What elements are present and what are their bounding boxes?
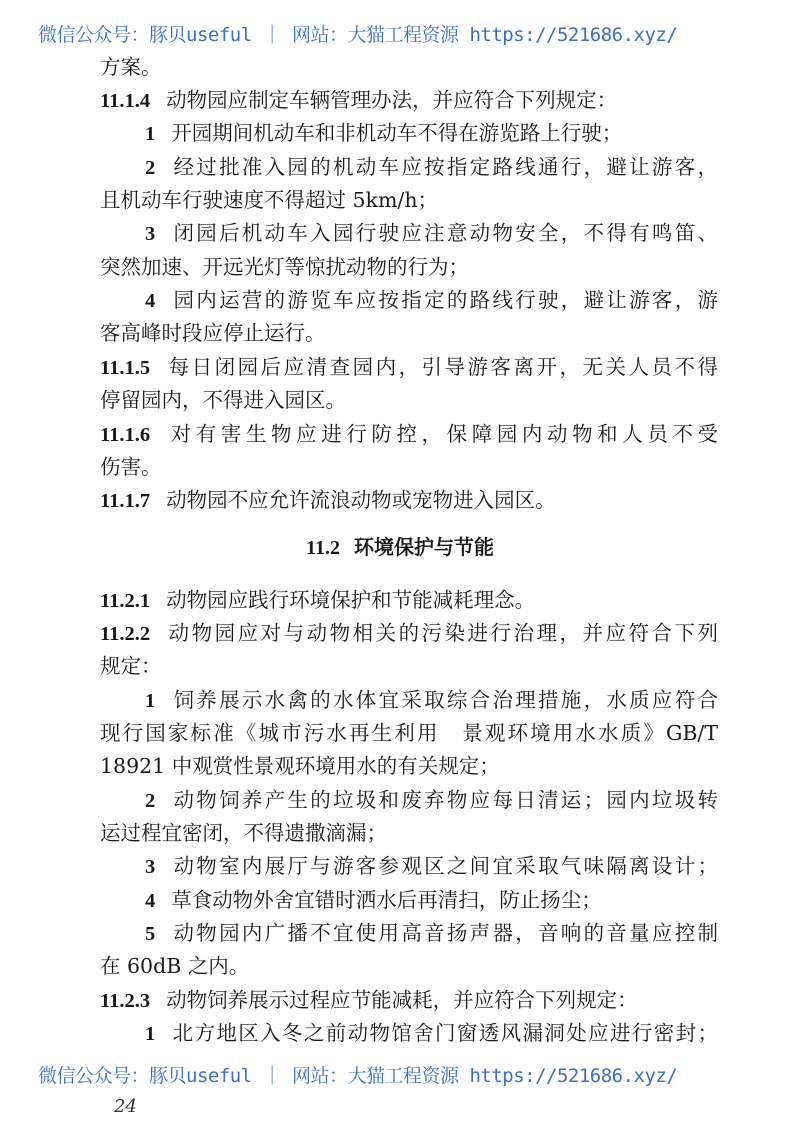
clause-text: 对有害生物应进行防控，保障园内动物和人员不受 <box>166 422 718 446</box>
clause-text: 园内运营的游览车应按指定的路线行驶，避让游客，游 <box>171 288 718 312</box>
clause-text: 停留园内，不得进入园区。 <box>100 388 346 412</box>
text-line <box>100 986 718 1015</box>
text-line <box>145 119 718 148</box>
text-line <box>100 752 718 780</box>
clause-text: 饲养展示水禽的水体宜采取综合治理措施，水质应符合 <box>171 688 718 712</box>
text-line <box>100 386 718 414</box>
clause-text: 动物饲养展示过程应节能减耗，并应符合下列规定： <box>166 988 638 1012</box>
clause-number: 11.1.6 <box>100 424 151 446</box>
clause-text: 动物室内展厅与游客参观区之间宜采取气味隔离设计； <box>171 854 718 878</box>
clause-number: 4 <box>145 290 156 312</box>
clause-text: 动物园应对与动物相关的污染进行治理，并应符合下列 <box>166 621 718 645</box>
clause-number: 1 <box>145 1023 156 1045</box>
clause-text: 动物园内广播不宜使用高音扬声器，音响的音量应控制 <box>171 921 718 945</box>
clause-text: 规定： <box>100 654 162 678</box>
text-line <box>145 919 718 948</box>
clause-text: 动物园应制定车辆管理办法，并应符合下列规定： <box>166 88 618 112</box>
clause-number: 3 <box>145 856 156 878</box>
text-line <box>100 420 718 449</box>
section-number: 11.2 <box>306 537 340 559</box>
text-line <box>145 153 718 182</box>
clause-text: 动物饲养产生的垃圾和废弃物应每日清运；园内垃圾转 <box>171 788 718 812</box>
text-line <box>145 686 718 715</box>
text-line <box>145 219 718 248</box>
text-line <box>145 886 718 915</box>
clause-text: 动物园不应允许流浪动物或宠物进入园区。 <box>166 488 556 512</box>
clause-number: 11.2.3 <box>100 990 151 1012</box>
watermark-bottom: 微信公众号：豚贝useful ｜ 网站：大猫工程资源 https://521686.xyz/ <box>38 1065 678 1087</box>
page-number: 24 <box>114 1096 137 1117</box>
clause-text: 运过程宜密闭，不得遗撒滴漏； <box>100 821 387 845</box>
clause-number: 2 <box>145 790 156 812</box>
clause-text: 在 60dB 之内。 <box>100 954 250 978</box>
clause-text: 开园期间机动车和非机动车不得在游览路上行驶； <box>171 121 623 145</box>
text-line <box>100 652 718 680</box>
text-line <box>145 786 718 815</box>
clause-number: 5 <box>145 923 156 945</box>
text-line <box>100 719 718 747</box>
clause-text: 北方地区入冬之前动物馆舍门窗透风漏洞处应进行密封； <box>171 1021 718 1045</box>
text-line <box>100 619 718 648</box>
clause-number: 4 <box>145 890 156 912</box>
section-heading <box>0 534 800 561</box>
clause-text: 闭园后机动车入园行驶应注意动物安全，不得有鸣笛、 <box>171 221 718 245</box>
clause-text: 突然加速、开远光灯等惊扰动物的行为； <box>100 255 469 279</box>
clause-text: 动物园应践行环境保护和节能减耗理念。 <box>166 588 536 612</box>
text-line <box>100 586 718 615</box>
clause-text: 现行国家标准《城市污水再生利用 景观环境用水水质》GB/T <box>100 721 718 745</box>
clause-number: 2 <box>145 157 156 179</box>
clause-text: 草食动物外舍宜错时洒水后再清扫，防止扬尘； <box>171 888 602 912</box>
text-line <box>100 319 718 347</box>
text-line <box>100 486 718 515</box>
clause-number: 11.2.1 <box>100 590 151 612</box>
clause-number: 1 <box>145 690 156 712</box>
clause-number: 3 <box>145 223 156 245</box>
clause-text: 经过批准入园的机动车应按指定路线通行，避让游客， <box>171 155 718 179</box>
clause-number: 11.1.7 <box>100 490 151 512</box>
clause-text: 每日闭园后应清查园内，引导游客离开，无关人员不得 <box>166 355 718 379</box>
text-line <box>100 53 718 81</box>
clause-text: 且机动车行驶速度不得超过 5km/h； <box>100 188 439 212</box>
clause-number: 11.1.4 <box>100 90 151 112</box>
text-line <box>100 86 718 115</box>
text-line <box>100 819 718 847</box>
text-line <box>100 453 718 481</box>
text-line <box>100 186 718 214</box>
watermark-top: 微信公众号：豚贝useful ｜ 网站：大猫工程资源 https://521686.xyz/ <box>38 24 678 46</box>
clause-text: 客高峰时段应停止运行。 <box>100 321 326 345</box>
clause-number: 11.2.2 <box>100 623 151 645</box>
clause-number: 1 <box>145 123 156 145</box>
section-title: 环境保护与节能 <box>353 535 494 559</box>
clause-number: 11.1.5 <box>100 357 151 379</box>
text-line <box>145 286 718 315</box>
text-line <box>145 852 718 881</box>
text-line <box>100 353 718 382</box>
text-line <box>100 253 718 281</box>
text-line <box>145 1019 718 1048</box>
text-line <box>100 952 718 980</box>
clause-text: 伤害。 <box>100 455 162 479</box>
clause-text: 18921 中观赏性景观环境用水的有关规定； <box>100 754 500 778</box>
clause-text: 方案。 <box>100 55 162 79</box>
